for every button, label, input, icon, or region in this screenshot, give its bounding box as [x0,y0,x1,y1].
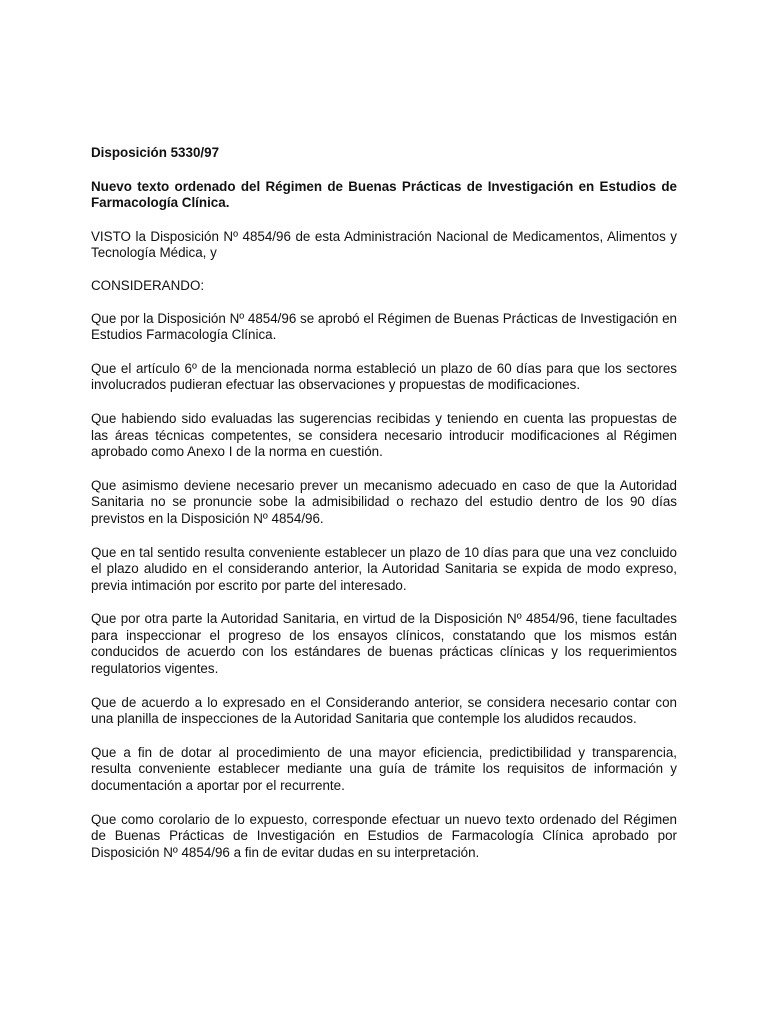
visto-paragraph: VISTO la Disposición Nº 4854/96 de esta Administración Nacional de Medicamentos, Alimentos y Tecnología Médica, y [91,228,677,261]
considerando-paragraph: Que de acuerdo a lo expresado en el Considerando anterior, se considera necesario contar con una planilla de inspecciones de la Autoridad Sanitaria que contemple los aludidos recaudos. [91,694,677,727]
considerando-paragraph: Que a fin de dotar al procedimiento de una mayor eficiencia, predictibilidad y transparencia, resulta conveniente establecer mediante una guía de trámite los requisitos de información y documentación a aportar por el recurrente. [91,744,677,794]
considerando-paragraph: Que por la Disposición Nº 4854/96 se aprobó el Régimen de Buenas Prácticas de Investigación en Estudios Farmacología Clínica. [91,310,677,343]
considerando-paragraph: Que habiendo sido evaluadas las sugerencias recibidas y teniendo en cuenta las propuestas de las áreas técnicas competentes, se considera necesario introducir modificaciones al Régimen aprobado como Anexo I de la norma en cuestión. [91,410,677,460]
considerando-paragraph: Que por otra parte la Autoridad Sanitaria, en virtud de la Disposición Nº 4854/96, tiene facultades para inspeccionar el progreso de los ensayos clínicos, constatando que los mismos están conducidos de acuerdo con los estándares de buenas prácticas clínicas y los requerimientos regulatorios vigentes. [91,611,677,677]
document-body [91,145,677,878]
document-heading: Nuevo texto ordenado del Régimen de Buenas Prácticas de Investigación en Estudios de Farmacología Clínica. [91,178,677,211]
considerando-paragraph: Que asimismo deviene necesario prever un mecanismo adecuado en caso de que la Autoridad Sanitaria no se pronuncie sobe la admisibilidad o rechazo del estudio dentro de los 90 días previstos en la Disposición Nº 4854/96. [91,477,677,526]
considerando-paragraph: Que como corolario de lo expuesto, corresponde efectuar un nuevo texto ordenado del Régimen de Buenas Prácticas de Investigación en Estudios de Farmacología Clínica aprobado por Disposición Nº 4854/96 a fin de evitar dudas en su interpretación. [91,811,677,860]
considerando-label: CONSIDERANDO: [91,277,205,293]
considerando-paragraph: Que en tal sentido resulta conveniente establecer un plazo de 10 días para que una vez concluido el plazo aludido en el considerando anterior, la Autoridad Sanitaria se expida de modo expreso, previa intimación por escrito por parte del interesado. [91,544,677,593]
considerando-paragraph: Que el artículo 6º de la mencionada norma estableció un plazo de 60 días para que los sectores involucrados pudieran efectuar las observaciones y propuestas de modificaciones. [91,360,677,393]
document-title: Disposición 5330/97 [91,145,220,160]
